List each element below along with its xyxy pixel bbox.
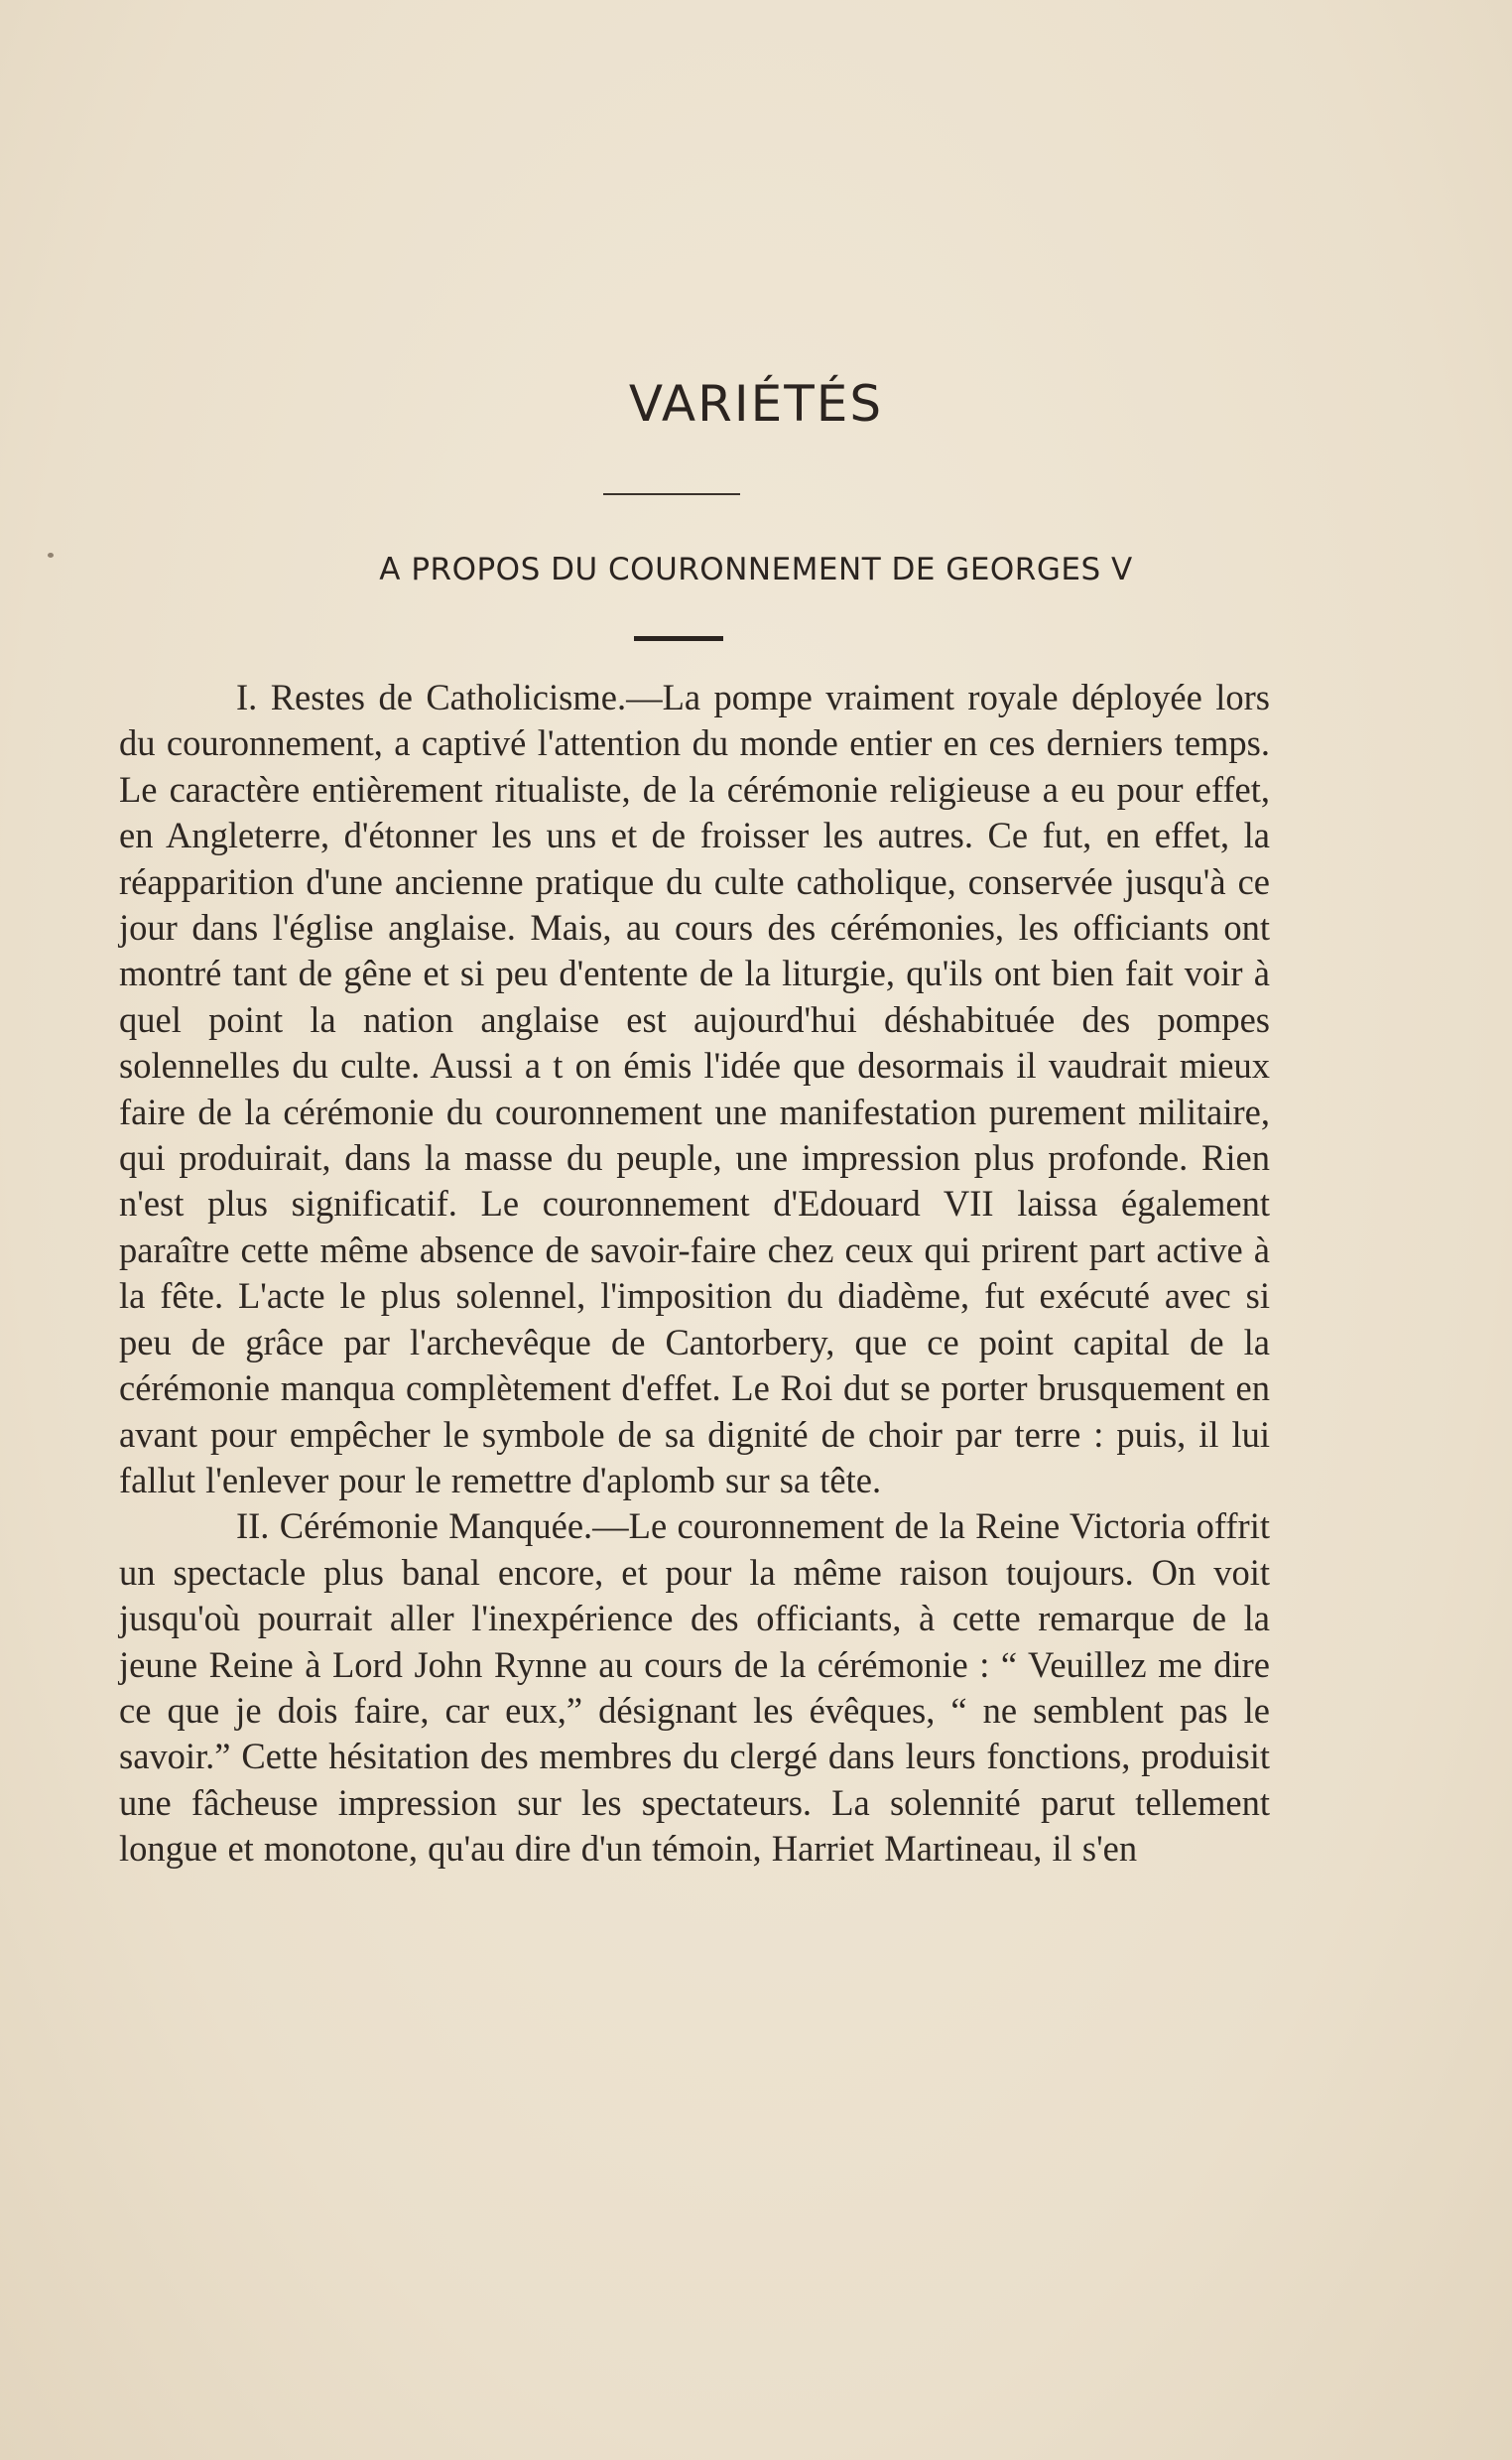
paragraph-restes-de-catholicisme: I. Restes de Catholicisme.—La pompe vraiment royale déployée lors du couronnement, a captivé l'attention du monde entier en ces derniers temps. Le caractère entièrement ritualiste, de la cérémonie religieuse a eu pour effet, en Angleterre, d'étonner les uns et de froisser les autres. Ce fut, en effet, la réapparition d'une ancienne pratique du culte catholique, conservée jusqu'à ce jour dans l'église anglaise. Mais, au cours des cérémonies, les officiants ont montré tant de gêne et si peu d'entente de la liturgie, qu'ils ont bien fait voir à quel point la nation anglaise est aujourd'hui déshabituée des pompes solennelles du culte. Aussi a t on émis l'idée que desormais il vaudrait mieux faire de la cérémonie du couronnement une manifestation purement militaire, qui produirait, dans la masse du peuple, une impression plus profonde. Rien n'est plus significatif. Le couronnement d'Edouard VII laissa également paraître cette même absence de savoir-faire chez ceux qui prirent part active à la fête. L'acte le plus solennel, l'imposition du diadème, fut exécuté avec si peu de grâce par l'archevêque de Cantorbery, que ce point capital de la cérémonie manqua complètement d'effet. Le Roi dut se porter brusquement en avant pour empêcher le symbole de sa dignité de choir par terre : puis, il lui fallut l'enlever pour le remettre d'aplomb sur sa tête.	[119, 677, 1270, 1500]
article-subtitle: A PROPOS DU COURONNEMENT DE GEORGES V	[379, 552, 1133, 587]
page-title: VARIÉTÉS	[628, 375, 884, 433]
subtitle-rule	[634, 636, 723, 641]
paragraph-ceremonie-manquee: II. Cérémonie Manquée.—Le couronnement de la Reine Victoria offrit un spectacle plus banal encore, et pour la même raison toujours. On voit jusqu'où pourrait aller l'inexpérience des officiants, à cette remarque de la jeune Reine à Lord John Rynne au cours de la cérémonie : “ Veuillez me dire ce que je dois faire, car eux,” désignant les évêques, “ ne semblent pas le savoir.” Cette hésitation des membres du clergé dans leurs fonctions, produisit une fâcheuse impression sur les spectateurs. La solennité parut tellement longue et monotone, qu'au dire d'un témoin, Harriet Martineau, il s'en	[119, 1505, 1270, 1870]
title-rule	[603, 493, 740, 495]
article-body	[119, 675, 1270, 1873]
